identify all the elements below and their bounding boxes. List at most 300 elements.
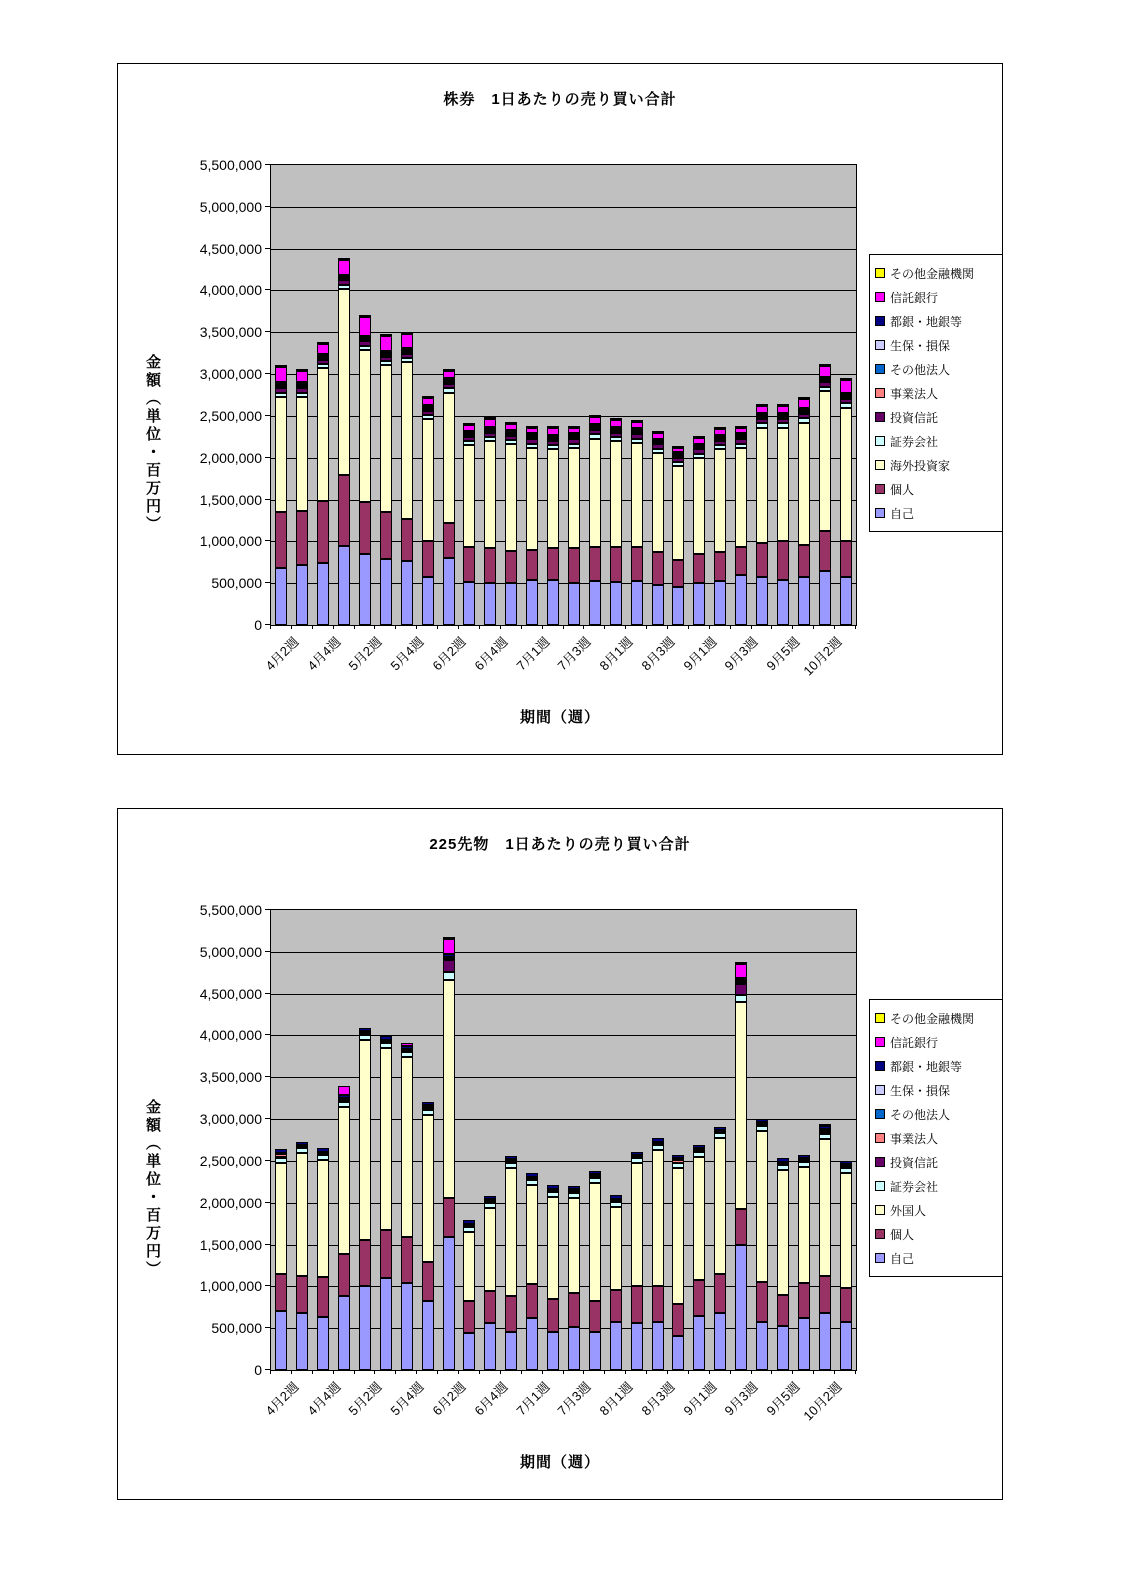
bar-segment-投資信託: [819, 382, 831, 386]
y-tick-label: 4,500,000: [199, 985, 262, 1002]
legend-label: 生保・損保: [890, 1083, 951, 1098]
y-tick-label: 4,500,000: [199, 240, 262, 257]
x-axis-tick: [751, 625, 752, 629]
y-tick-label: 2,000,000: [199, 1194, 262, 1211]
bar-segment-自己: [443, 1237, 455, 1370]
bar-segment-自己: [547, 580, 559, 625]
x-axis-tick: [416, 625, 417, 629]
y-axis-tick: [265, 1160, 270, 1161]
x-tick-label: 9月1週: [680, 634, 720, 674]
bar-segment-自己: [317, 1317, 329, 1370]
bar-segment-投資信託: [631, 434, 643, 438]
bar-segment-自己: [526, 1318, 538, 1370]
bar-segment-投資信託: [693, 449, 705, 453]
bar-segment-自己: [777, 580, 789, 625]
bar-segment-その他金融機関: [359, 315, 371, 317]
bar-segment-海外投資家: [401, 362, 413, 518]
bar-segment-その他金融機関: [547, 426, 559, 428]
bar-segment-都銀・地銀等: [526, 1173, 538, 1176]
x-axis-tick: [646, 625, 647, 629]
bar-segment-証券会社: [401, 1052, 413, 1057]
bar-segment-証券会社: [505, 1163, 517, 1168]
y-tick-label: 1,000,000: [199, 1278, 262, 1295]
bar-segment-個人: [756, 1282, 768, 1321]
bar-segment-自己: [484, 1323, 496, 1370]
legend-item-事業法人: [875, 381, 997, 405]
bar-segment-自己: [631, 581, 643, 625]
x-tick-label: 4月4週: [304, 1379, 344, 1419]
x-tick-label: 7月1週: [513, 1379, 553, 1419]
legend-label: その他法人: [890, 1107, 951, 1122]
bar-segment-都銀・地銀等: [589, 1171, 601, 1174]
bar-segment-信託銀行: [422, 398, 434, 405]
bar-segment-外国人: [422, 1115, 434, 1262]
x-axis-tick: [688, 625, 689, 629]
bar-segment-個人: [338, 475, 350, 545]
legend-swatch-icon: [875, 436, 885, 446]
bar-segment-海外投資家: [338, 289, 350, 476]
x-axis-tick: [583, 1370, 584, 1374]
bar-segment-海外投資家: [652, 453, 664, 553]
bar-segment-証券会社: [735, 995, 747, 1002]
bar-segment-都銀・地銀等: [714, 1127, 726, 1130]
bar-segment-外国人: [735, 1002, 747, 1209]
bar-segment-海外投資家: [777, 428, 789, 542]
bar-segment-証券会社: [568, 444, 580, 448]
legend-swatch-icon: [875, 1037, 885, 1047]
x-axis-tick: [521, 625, 522, 629]
bar-segment-自己: [296, 565, 308, 625]
bar-segment-投資信託: [401, 354, 413, 358]
bar-segment-証券会社: [422, 1110, 434, 1115]
x-tick-label: 9月5週: [763, 634, 803, 674]
y-axis-tick: [265, 164, 270, 165]
bar-segment-信託銀行: [777, 406, 789, 414]
bar-segment-証券会社: [443, 972, 455, 980]
y-axis-tick: [265, 331, 270, 332]
bar-segment-海外投資家: [422, 419, 434, 540]
legend-swatch-icon: [875, 508, 885, 518]
bar-segment-自己: [840, 1322, 852, 1371]
bar-segment-都銀・地銀等: [296, 1142, 308, 1145]
bar-segment-事業法人: [672, 1160, 684, 1163]
legend-label: 信託銀行: [890, 290, 939, 305]
legend-item-自己: [875, 1246, 997, 1270]
bar-segment-その他金融機関: [296, 369, 308, 371]
bar-segment-その他金融機関: [652, 431, 664, 433]
bar-segment-証券会社: [526, 444, 538, 448]
bar-segment-投資信託: [735, 439, 747, 443]
bar-segment-個人: [505, 1296, 517, 1331]
bar-segment-個人: [714, 552, 726, 580]
bar-segment-証券会社: [526, 1180, 538, 1185]
legend-label: 生保・損保: [890, 338, 951, 353]
bar-segment-自己: [798, 1318, 810, 1370]
x-tick-label: 9月1週: [680, 1379, 720, 1419]
bar-segment-投資信託: [443, 960, 455, 972]
bar-segment-自己: [652, 1322, 664, 1371]
bar-segment-自己: [338, 1296, 350, 1370]
bar-segment-証券会社: [693, 454, 705, 458]
bar-segment-外国人: [359, 1040, 371, 1240]
bar-segment-証券会社: [338, 285, 350, 289]
x-axis-tick: [813, 1370, 814, 1374]
bar-segment-都銀・地銀等: [568, 1186, 580, 1189]
x-axis-tick: [667, 1370, 668, 1374]
legend-item-その他金融機関: [875, 1006, 997, 1030]
x-axis-tick: [709, 625, 710, 629]
x-axis-tick: [312, 625, 313, 629]
bar-segment-自己: [735, 575, 747, 625]
bar-segment-投資信託: [422, 411, 434, 415]
bar-segment-都銀・地銀等: [798, 1155, 810, 1158]
bar-segment-信託銀行: [296, 371, 308, 383]
bar-segment-海外投資家: [380, 365, 392, 512]
bar-segment-信託銀行: [380, 336, 392, 350]
bar-segment-その他金融機関: [526, 426, 538, 428]
bar-segment-自己: [401, 561, 413, 625]
bar-segment-海外投資家: [672, 466, 684, 560]
legend-label: その他金融機関: [890, 266, 975, 281]
y-tick-label: 2,500,000: [199, 1152, 262, 1169]
y-axis-tick: [265, 1202, 270, 1203]
bar-segment-投資信託: [296, 388, 308, 392]
legend-item-証券会社: [875, 1174, 997, 1198]
x-axis-tick: [437, 1370, 438, 1374]
bar-segment-自己: [422, 577, 434, 626]
x-axis-tick: [395, 625, 396, 629]
bar-segment-自己: [735, 1245, 747, 1370]
x-axis-tick: [542, 1370, 543, 1374]
legend-item-信託銀行: [875, 285, 997, 309]
legend-label: 外国人: [890, 1203, 927, 1218]
x-tick-label: 10月2週: [800, 1379, 845, 1424]
bar-segment-個人: [672, 560, 684, 588]
y-axis-tick: [265, 1076, 270, 1077]
bar-segment-都銀・地銀等: [631, 1152, 643, 1155]
bar-segment-信託銀行: [568, 428, 580, 434]
bar-segment-自己: [589, 1332, 601, 1370]
bar-segment-個人: [422, 541, 434, 577]
bar-segment-投資信託: [568, 439, 580, 443]
bar-segment-個人: [505, 551, 517, 584]
bar-segment-海外投資家: [463, 445, 475, 547]
bar-segment-個人: [422, 1262, 434, 1300]
y-axis-tick: [265, 582, 270, 583]
y-tick-label: 5,500,000: [199, 902, 262, 918]
bar-segment-自己: [756, 1322, 768, 1371]
legend-item-その他法人: [875, 1102, 997, 1126]
bar-segment-個人: [359, 1240, 371, 1286]
x-tick-label: 9月5週: [763, 1379, 803, 1419]
x-axis-tick: [834, 1370, 835, 1374]
x-axis-tick: [709, 1370, 710, 1374]
bar-segment-個人: [610, 547, 622, 581]
x-axis-tick: [855, 625, 856, 629]
bar-segment-外国人: [296, 1153, 308, 1275]
bar-segment-投資信託: [526, 439, 538, 443]
bar-segment-信託銀行: [505, 424, 517, 430]
bar-segment-個人: [777, 541, 789, 579]
bar-segment-自己: [359, 554, 371, 625]
bar-segment-海外投資家: [798, 423, 810, 545]
bar-segment-自己: [840, 577, 852, 626]
bar-segment-証券会社: [547, 445, 559, 449]
bar-segment-投資信託: [798, 414, 810, 418]
bar-segment-海外投資家: [317, 368, 329, 501]
legend-item-都銀・地銀等: [875, 1054, 997, 1078]
gridline: [271, 290, 856, 291]
bar-segment-自己: [359, 1286, 371, 1370]
x-tick-label: 4月2週: [262, 1379, 302, 1419]
bar-segment-都銀・地銀等: [275, 1149, 287, 1152]
bar-segment-投資信託: [463, 437, 475, 441]
y-axis-tick: [265, 1034, 270, 1035]
legend-item-生保・損保: [875, 1078, 997, 1102]
bar-segment-外国人: [380, 1048, 392, 1229]
bar-segment-都銀・地銀等: [338, 1095, 350, 1098]
bar-segment-投資信託: [735, 984, 747, 996]
bar-segment-その他金融機関: [505, 422, 517, 424]
y-tick-label: 2,500,000: [199, 407, 262, 424]
bar-segment-その他金融機関: [380, 334, 392, 336]
bar-segment-外国人: [463, 1232, 475, 1301]
y-axis-tick: [265, 540, 270, 541]
bar-segment-信託銀行: [693, 438, 705, 444]
x-axis-tick: [604, 625, 605, 629]
legend-swatch-icon: [875, 1205, 885, 1215]
x-tick-label: 4月2週: [262, 634, 302, 674]
bar-segment-証券会社: [317, 364, 329, 368]
y-tick-label: 1,000,000: [199, 533, 262, 550]
bar-segment-証券会社: [317, 1155, 329, 1160]
legend-item-投資信託: [875, 405, 997, 429]
gridline: [271, 249, 856, 250]
y-tick-label: 1,500,000: [199, 491, 262, 508]
legend-swatch-icon: [875, 1181, 885, 1191]
x-tick-label: 7月1週: [513, 634, 553, 674]
bar-segment-外国人: [840, 1173, 852, 1288]
bar-segment-証券会社: [672, 1163, 684, 1168]
bar-segment-その他金融機関: [589, 415, 601, 417]
x-tick-label: 5月2週: [345, 1379, 386, 1419]
legend-item-外国人: [875, 1198, 997, 1222]
bar-segment-自己: [589, 581, 601, 625]
bar-segment-証券会社: [484, 1203, 496, 1208]
bar-segment-外国人: [589, 1183, 601, 1302]
chart-panel-stocks: [117, 63, 1003, 755]
x-axis-tick: [479, 1370, 480, 1374]
bar-segment-証券会社: [840, 403, 852, 407]
bar-segment-個人: [589, 1301, 601, 1332]
bar-segment-証券会社: [484, 437, 496, 441]
y-tick-label: 1,500,000: [199, 1236, 262, 1253]
bar-segment-信託銀行: [840, 380, 852, 393]
bar-segment-その他金融機関: [317, 342, 329, 344]
x-axis-tick: [855, 1370, 856, 1374]
bar-segment-自己: [401, 1283, 413, 1370]
bar-segment-個人: [589, 547, 601, 580]
bar-segment-証券会社: [631, 439, 643, 443]
bar-segment-外国人: [672, 1168, 684, 1303]
bar-segment-証券会社: [463, 1227, 475, 1232]
bar-segment-自己: [610, 582, 622, 625]
bar-segment-その他金融機関: [714, 427, 726, 429]
bar-segment-個人: [275, 1274, 287, 1312]
legend-label: 事業法人: [890, 1131, 939, 1146]
bar-segment-自己: [463, 1333, 475, 1370]
bar-segment-個人: [631, 547, 643, 580]
x-axis-tick: [792, 1370, 793, 1374]
chart-title: 株券 1日あたりの売り買い合計: [443, 91, 677, 108]
bar-segment-外国人: [568, 1198, 580, 1293]
bar-segment-個人: [693, 554, 705, 583]
x-tick-label: 8月1週: [596, 634, 636, 674]
bar-segment-個人: [568, 548, 580, 583]
bar-segment-投資信託: [840, 399, 852, 403]
x-axis-tick: [730, 625, 731, 629]
legend: [869, 254, 1003, 532]
gridline: [271, 994, 856, 995]
bar-segment-海外投資家: [589, 439, 601, 548]
bar-segment-自己: [652, 585, 664, 625]
bar-segment-海外投資家: [610, 441, 622, 547]
x-axis-tick: [270, 1370, 271, 1374]
bar-segment-自己: [672, 1336, 684, 1370]
bar-segment-外国人: [484, 1208, 496, 1291]
x-axis-tick: [771, 625, 772, 629]
bar-segment-自己: [317, 563, 329, 625]
bar-segment-都銀・地銀等: [756, 1119, 768, 1122]
bar-segment-自己: [484, 583, 496, 625]
bar-segment-証券会社: [610, 1202, 622, 1207]
bar-segment-投資信託: [484, 433, 496, 437]
bar-segment-事業法人: [422, 1107, 434, 1110]
legend-swatch-icon: [875, 292, 885, 302]
bar-segment-信託銀行: [735, 964, 747, 977]
bar-segment-個人: [296, 1276, 308, 1314]
bar-segment-その他金融機関: [693, 436, 705, 438]
bar-segment-個人: [714, 1274, 726, 1313]
bar-segment-証券会社: [359, 346, 371, 350]
legend-item-事業法人: [875, 1126, 997, 1150]
legend-swatch-icon: [875, 1157, 885, 1167]
x-axis-tick: [312, 1370, 313, 1374]
bar-segment-証券会社: [714, 1133, 726, 1138]
bar-segment-証券会社: [840, 1168, 852, 1173]
bar-segment-外国人: [317, 1160, 329, 1277]
bar-segment-自己: [777, 1326, 789, 1370]
bar-segment-証券会社: [505, 440, 517, 444]
bar-segment-自己: [443, 558, 455, 625]
bar-segment-個人: [547, 548, 559, 580]
x-axis-tick: [646, 1370, 647, 1374]
bar-segment-証券会社: [693, 1152, 705, 1157]
bar-segment-外国人: [338, 1107, 350, 1253]
legend-swatch-icon: [875, 1229, 885, 1239]
bar-segment-都銀・地銀等: [380, 1036, 392, 1039]
bar-segment-証券会社: [756, 1126, 768, 1131]
bar-segment-都銀・地銀等: [840, 1161, 852, 1164]
bar-segment-その他金融機関: [401, 332, 413, 334]
y-axis-tick: [265, 951, 270, 952]
bar-segment-自己: [631, 1323, 643, 1370]
bar-segment-外国人: [547, 1197, 559, 1299]
x-tick-label: 8月1週: [596, 1379, 636, 1419]
bar-segment-個人: [463, 547, 475, 581]
legend-swatch-icon: [875, 268, 885, 278]
bar-segment-証券会社: [589, 434, 601, 438]
bar-segment-証券会社: [819, 387, 831, 391]
y-tick-label: 3,500,000: [199, 324, 262, 341]
bar-segment-証券会社: [652, 1145, 664, 1150]
bar-segment-都銀・地銀等: [672, 1155, 684, 1158]
bar-segment-証券会社: [777, 423, 789, 427]
y-tick-label: 3,500,000: [199, 1069, 262, 1086]
legend-label: 証券会社: [890, 1179, 939, 1194]
bar-segment-その他金融機関: [443, 369, 455, 371]
x-axis-tick: [291, 625, 292, 629]
bar-segment-その他金融機関: [275, 365, 287, 367]
y-tick-label: 4,000,000: [199, 1027, 262, 1044]
x-axis-tick: [583, 625, 584, 629]
y-axis-tick: [265, 248, 270, 249]
bar-segment-個人: [338, 1254, 350, 1296]
legend-item-その他法人: [875, 357, 997, 381]
bar-segment-その他金融機関: [735, 426, 747, 428]
bar-segment-その他金融機関: [443, 937, 455, 939]
bar-segment-証券会社: [338, 1102, 350, 1107]
bar-segment-都銀・地銀等: [401, 1046, 413, 1049]
bar-segment-都銀・地銀等: [443, 954, 455, 957]
plot-area: [270, 164, 857, 626]
x-tick-label: 5月2週: [345, 634, 386, 674]
legend-label: 海外投資家: [890, 458, 951, 473]
bar-segment-信託銀行: [756, 406, 768, 414]
legend-item-個人: [875, 477, 997, 501]
y-axis-tick: [265, 373, 270, 374]
bar-segment-その他金融機関: [672, 446, 684, 448]
bar-segment-自己: [693, 583, 705, 625]
bar-segment-自己: [610, 1322, 622, 1371]
bar-segment-自己: [380, 1278, 392, 1370]
bar-segment-証券会社: [422, 415, 434, 419]
bar-segment-都銀・地銀等: [317, 1148, 329, 1151]
x-axis-tick: [458, 1370, 459, 1374]
bar-segment-自己: [693, 1316, 705, 1370]
bar-segment-信託銀行: [610, 420, 622, 427]
bar-segment-自己: [275, 568, 287, 625]
legend-swatch-icon: [875, 460, 885, 470]
x-axis-tick: [500, 1370, 501, 1374]
legend-item-その他金融機関: [875, 261, 997, 285]
bar-segment-個人: [484, 548, 496, 583]
bar-segment-海外投資家: [359, 350, 371, 502]
bar-segment-外国人: [443, 980, 455, 1197]
bar-segment-証券会社: [380, 361, 392, 365]
bar-segment-証券会社: [568, 1193, 580, 1198]
x-tick-label: 6月2週: [429, 634, 469, 674]
bar-segment-証券会社: [631, 1158, 643, 1163]
bar-segment-信託銀行: [443, 371, 455, 379]
bar-segment-海外投資家: [484, 441, 496, 548]
legend-label: 自己: [890, 1251, 915, 1266]
legend-swatch-icon: [875, 1133, 885, 1143]
bar-segment-証券会社: [735, 444, 747, 448]
bar-segment-その他金融機関: [568, 426, 580, 428]
bar-segment-信託銀行: [631, 422, 643, 429]
bar-segment-その他金融機関: [338, 258, 350, 260]
